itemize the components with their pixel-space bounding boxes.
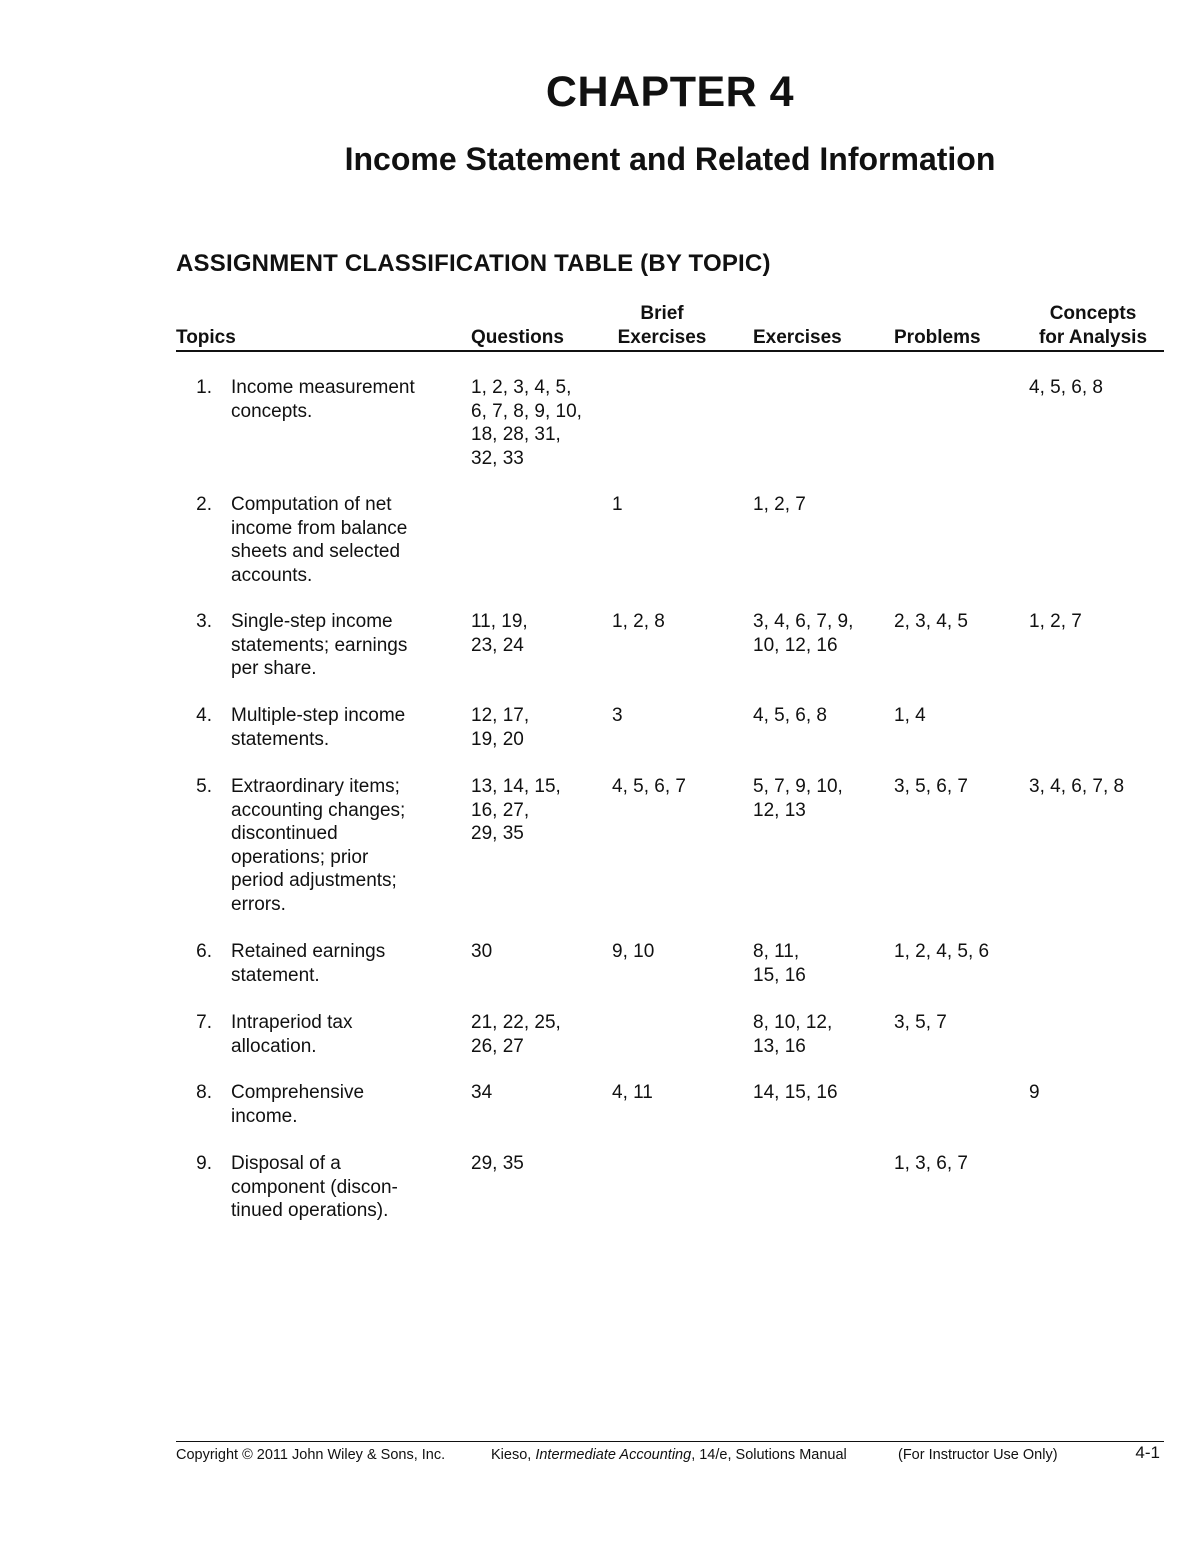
footer-book-citation <box>491 1445 847 1465</box>
table-row <box>176 1152 1164 1223</box>
footer-book-title: Intermediate Accounting <box>535 1447 692 1463</box>
table-row <box>176 1081 1164 1152</box>
row-topic: Disposal of a component (discon- tinued operations). <box>231 1153 398 1221</box>
row-brief-exercises: 1 <box>612 494 623 515</box>
table-row <box>176 1011 1164 1081</box>
row-exercises: 14, 15, 16 <box>753 1082 838 1103</box>
row-topic: Retained earnings statement. <box>231 941 386 986</box>
row-concepts: 1, 2, 7 <box>1029 611 1082 632</box>
row-number: 5. <box>196 776 212 797</box>
row-number: 9. <box>196 1153 212 1174</box>
row-number: 4. <box>196 705 212 726</box>
header-exercises: Exercises <box>753 327 842 348</box>
row-brief-exercises: 3 <box>612 705 623 726</box>
row-problems: 1, 4 <box>894 705 926 726</box>
row-topic: Computation of net income from balance sheets and selected accounts. <box>231 494 408 586</box>
row-problems: 3, 5, 7 <box>894 1012 947 1033</box>
row-problems: 2, 3, 4, 5 <box>894 611 968 632</box>
row-questions: 11, 19, 23, 24 <box>471 611 528 656</box>
row-concepts: 4, 5, 6, 8 <box>1029 377 1103 398</box>
table-body <box>176 376 1164 1223</box>
table-header <box>176 303 1164 352</box>
row-brief-exercises: 1, 2, 8 <box>612 611 665 632</box>
row-questions: 30 <box>471 941 493 962</box>
table-row <box>176 704 1164 775</box>
footer-usage-note: (For Instructor Use Only) <box>898 1447 1058 1463</box>
row-questions: 1, 2, 3, 4, 5, 6, 7, 8, 9, 10, 18, 28, 31, 32, 33 <box>471 377 582 469</box>
header-concepts-for-analysis: Concepts for Analysis <box>1038 303 1148 348</box>
row-number: 8. <box>196 1082 212 1103</box>
row-topic: Single-step income statements; earnings per share. <box>231 611 408 679</box>
row-concepts: 9 <box>1029 1082 1040 1103</box>
table-row <box>176 376 1164 493</box>
row-concepts: 3, 4, 6, 7, 8 <box>1029 776 1125 797</box>
row-topic: Extraordinary items; accounting changes; discontinued operations; prior period adjustments; errors. <box>231 776 406 915</box>
header-brief-exercises: Brief Exercises <box>617 303 707 348</box>
chapter-subtitle: Income Statement and Related Information <box>344 141 996 177</box>
footer-divider <box>176 1441 1164 1442</box>
row-brief-exercises: 4, 11 <box>612 1082 653 1103</box>
header-questions: Questions <box>471 327 564 348</box>
row-number: 2. <box>196 494 212 515</box>
row-exercises: 8, 11, 15, 16 <box>753 941 806 986</box>
row-number: 7. <box>196 1012 212 1033</box>
row-exercises: 5, 7, 9, 10, 12, 13 <box>753 776 843 821</box>
row-topic: Intraperiod tax allocation. <box>231 1012 353 1057</box>
row-questions: 34 <box>471 1082 493 1103</box>
row-exercises: 1, 2, 7 <box>753 494 806 515</box>
footer-author: Kieso, <box>491 1447 536 1463</box>
row-problems: 1, 2, 4, 5, 6 <box>894 941 990 962</box>
row-problems: 1, 3, 6, 7 <box>894 1153 968 1174</box>
row-brief-exercises: 9, 10 <box>612 941 655 962</box>
row-exercises: 8, 10, 12, 13, 16 <box>753 1012 833 1057</box>
row-number: 1. <box>196 377 212 398</box>
row-topic: Multiple-step income statements. <box>231 705 406 750</box>
row-problems: 3, 5, 6, 7 <box>894 776 968 797</box>
row-questions: 29, 35 <box>471 1153 524 1174</box>
row-questions: 12, 17, 19, 20 <box>471 705 530 750</box>
table-row <box>176 493 1164 610</box>
page-number: 4-1 <box>1135 1443 1160 1462</box>
row-exercises: 4, 5, 6, 8 <box>753 705 827 726</box>
header-topics: Topics <box>176 327 236 348</box>
table-row <box>176 610 1164 704</box>
row-questions: 13, 14, 15, 16, 27, 29, 35 <box>471 776 561 844</box>
row-questions: 21, 22, 25, 26, 27 <box>471 1012 561 1057</box>
header-problems: Problems <box>894 327 981 348</box>
table-row <box>176 940 1164 1011</box>
table-row <box>176 775 1164 940</box>
row-exercises: 3, 4, 6, 7, 9, 10, 12, 16 <box>753 611 854 656</box>
chapter-title: CHAPTER 4 <box>545 68 795 116</box>
row-number: 6. <box>196 941 212 962</box>
footer-copyright: Copyright © 2011 John Wiley & Sons, Inc. <box>176 1447 446 1463</box>
footer-edition: , 14/e, Solutions Manual <box>691 1447 847 1463</box>
assignment-classification-table <box>176 303 1164 1223</box>
section-heading: ASSIGNMENT CLASSIFICATION TABLE (BY TOPIC) <box>176 250 771 277</box>
row-number: 3. <box>196 611 212 632</box>
row-topic: Income measurement concepts. <box>231 377 415 422</box>
row-brief-exercises: 4, 5, 6, 7 <box>612 776 686 797</box>
row-topic: Comprehensive income. <box>231 1082 365 1127</box>
